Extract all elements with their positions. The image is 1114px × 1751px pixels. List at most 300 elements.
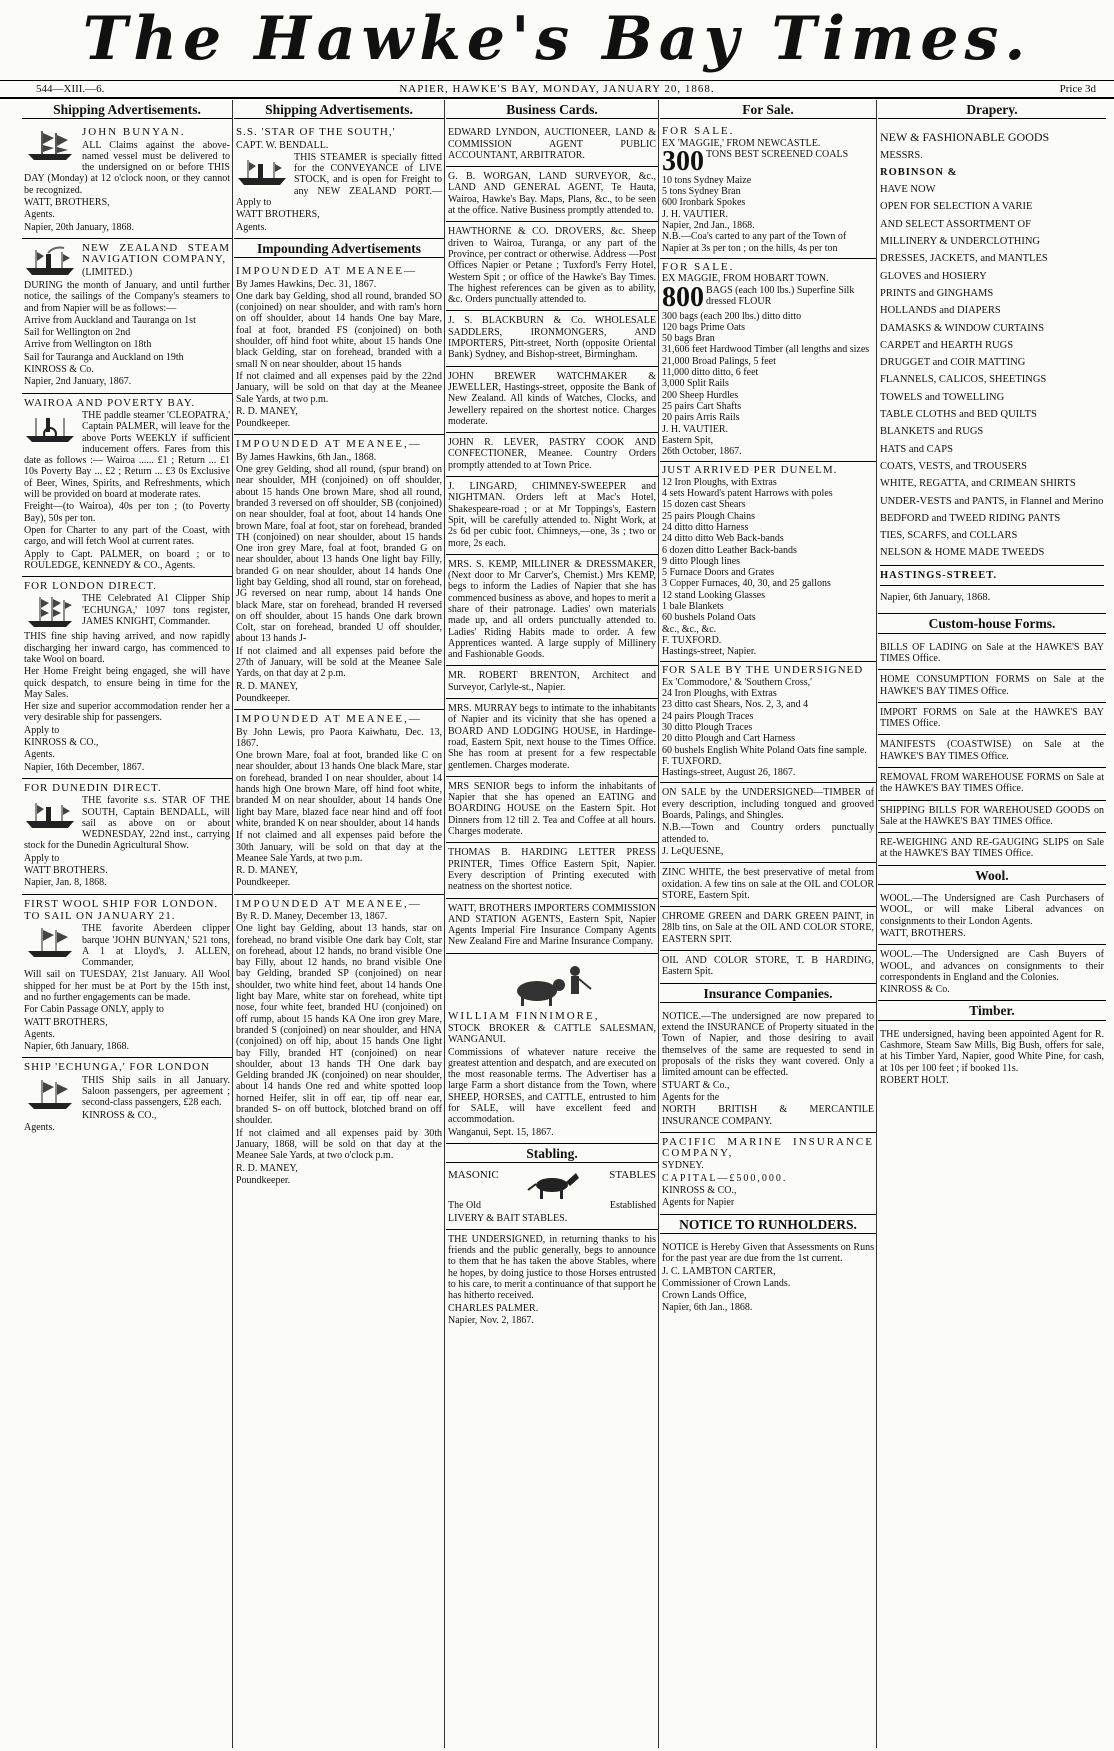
ad-body: Her size and superior accommodation render her a very desirable ship for passengers. <box>24 701 230 724</box>
drapery-item: NELSON & HOME MADE TWEEDS <box>880 547 1045 559</box>
ad-signature: J. H. VAUTIER. <box>662 208 729 220</box>
ad-body: THIS Ship sails in all January. Saloon passengers, per agreement ; second-class passengers, £28 each. <box>82 1074 230 1109</box>
impound-notice <box>234 262 444 435</box>
ad-dunelm <box>660 462 876 662</box>
ad-title: IMPOUNDED AT MEANEE,— <box>236 897 422 910</box>
ad-body: Commissions of whatever nature receive the greatest attention and despatch, and are executed on the most reasonable terms. The Advertiser has a large Farm a short distance from the Town, where SHEEP, HORSES, and CATTLE, entrusted to him for SALE, will have excellent feed and accommodation. <box>448 1046 656 1126</box>
ad-line: 12 Iron Ploughs, with Extras <box>662 476 777 488</box>
ad-customs-form <box>878 833 1106 866</box>
business-card <box>446 666 658 699</box>
ad-date: 26th October, 1867. <box>662 446 742 458</box>
section-header: Timber. <box>878 1001 1106 1020</box>
business-card <box>446 555 658 667</box>
ad-line: Arrive from Wellington on 18th <box>24 339 152 351</box>
section-header: Impounding Advertisements <box>234 239 444 258</box>
ad-street: HASTINGS-STREET. <box>880 565 1104 586</box>
ad-note: N.B.—Coa's carted to any part of the Town of Napier at 3s per ton ; on the hills, 4s per ton <box>662 231 847 254</box>
ad-subtitle: LIVERY & BAIT STABLES. <box>448 1212 568 1224</box>
business-card <box>446 433 658 477</box>
business-card <box>446 477 658 555</box>
ad-body: THIS STEAMER is specially fitted for the CONVEYANCE of LIVE STOCK, and is open for Freight to any NEW ZEALAND PORT.—Apply to <box>236 151 442 209</box>
ad-line: 5 tons Sydney Bran <box>662 186 741 198</box>
ad-line: 3 Copper Furnaces, 40, 30, and 25 gallons <box>662 578 831 590</box>
ad-line: 10 tons Sydney Maize <box>662 174 752 186</box>
ad-place: Hastings-street, Napier. <box>662 646 757 658</box>
ad-title: JUST ARRIVED PER DUNELM. <box>662 464 838 477</box>
ad-line: 21,000 Broad Palings, 5 feet <box>662 355 776 367</box>
ship-icon <box>24 1077 76 1111</box>
steamship-icon <box>24 244 76 278</box>
ad-body: SHIPPING BILLS FOR WAREHOUSED GOODS on Sale at the HAWKE'S BAY TIMES Office. <box>880 804 1104 827</box>
ad-oil-color-store <box>660 951 876 984</box>
ad-date: Napier, 6th Jan., 1868. <box>662 1302 753 1314</box>
ad-body: HOME CONSUMPTION FORMS on Sale at the HAWKE'S BAY TIMES Office. <box>880 674 1104 697</box>
ad-place: Crown Lands Office, <box>662 1290 747 1302</box>
ad-body: ON SALE by the UNDERSIGNED—TIMBER of every description, including tongued and grooved Boards, Palings, and Shingles. <box>662 787 874 822</box>
stables-left-text: The Old <box>448 1200 482 1212</box>
ad-chrome-green <box>660 907 876 951</box>
ad-flour-for-sale <box>660 259 876 462</box>
ad-signature: KINROSS & Co. <box>880 984 950 996</box>
card-text: MRS. MURRAY begs to intimate to the inhabitants of Napier and its vicinity that she has opened a BOARD AND LODGING HOUSE, in Hardinge-road, Eastern Spit, next house to the Times Office. She has room at present for a few respectable gentlemen. Charges moderate. <box>448 703 656 771</box>
ad-body: ALL Claims against the above-named vessel must be delivered to the undersigned on or before THIS DAY (Monday) at 12 o'clock noon, or they cannot be recognized. <box>24 139 230 196</box>
column-shipping <box>22 100 232 1748</box>
ad-subtitle: TO SAIL ON JANUARY 21. <box>24 909 176 922</box>
ad-title: NEW ZEALAND STEAM NAVIGATION COMPANY, <box>82 241 230 266</box>
card-text: MR. ROBERT BRENTON, Architect and Surveyor, Carlyle-st., Napier. <box>448 670 656 693</box>
drapery-item: TIES, SCARFS, and COLLARS <box>880 530 1018 542</box>
ad-body: For Cabin Passage ONLY, apply to <box>24 1004 164 1016</box>
ad-by: By R. D. Maney, December 13, 1867. <box>236 911 388 922</box>
ad-body: If not claimed and all expenses paid by 30th January, 1868, will be sold on that day at the Meanee Sale Yards, at two o'clock p.m. <box>236 1127 442 1162</box>
ad-body: Her Home Freight being engaged, she will have quick despatch, to ensure being in time for the May Sales. <box>24 666 230 700</box>
clipper-ship-icon <box>24 595 76 629</box>
ad-body: REMOVAL FROM WAREHOUSE FORMS on Sale at the HAWKE'S BAY TIMES Office. <box>880 771 1104 795</box>
ad-customs-form <box>878 801 1106 834</box>
ad-first-wool-ship <box>22 895 232 1059</box>
ad-role: Commissioner of Crown Lands. <box>662 1277 791 1289</box>
ad-line: 120 bags Prime Oats <box>662 321 746 333</box>
ad-date: Wanganui, Sept. 15, 1867. <box>448 1126 554 1138</box>
ad-line: 12 stand Looking Glasses <box>662 589 766 601</box>
ad-insurance-notice <box>660 1007 876 1133</box>
ad-subtitle: CAPT. W. BENDALL. <box>236 139 329 151</box>
ad-customs-form <box>878 703 1106 736</box>
ad-title: IMPOUNDED AT MEANEE,— <box>236 438 422 451</box>
ad-title: PACIFIC MARINE INSURANCE COMPANY, <box>662 1135 874 1160</box>
ad-title: IMPOUNDED AT MEANEE,— <box>236 713 422 726</box>
ad-line: 24 ditto ditto Harness <box>662 521 749 533</box>
ad-apply: Apply to <box>24 852 60 864</box>
ad-echunga <box>22 1058 232 1138</box>
card-text: JOHN R. LEVER, PASTRY COOK AND CONFECTIONER, Meanee. Country Orders promptly attended to at Town Price. <box>448 437 656 471</box>
ad-line: 15 dozen cast Shears <box>662 499 746 511</box>
card-text: WATT, BROTHERS IMPORTERS COMMISSION AND STATION AGENTS, Eastern Spit, Napier Agents Imperial Fire Insurance Company Agents New Zealand Fire and Marine Insurance Company. <box>448 902 656 948</box>
ad-body: NOTICE is Hereby Given that Assessments on Runs for the past year are due from the 1st current. <box>662 1241 874 1265</box>
stables-right-text: STABLES <box>609 1169 656 1182</box>
ad-coals-for-sale <box>660 123 876 259</box>
ad-signature: WATT BROTHERS, <box>236 209 320 221</box>
ad-wool-kinross <box>878 945 1106 1001</box>
ad-title: FOR LONDON DIRECT. <box>24 580 157 593</box>
ad-body: MANIFESTS (COASTWISE) on Sale at the HAWKE'S BAY TIMES Office. <box>880 739 1104 762</box>
ad-title: FOR SALE BY THE UNDERSIGNED <box>662 664 864 677</box>
ad-freight: Freight—(to Wairoa), 40s per ton ; (to Poverty Bay), 50s per ton. <box>24 501 230 524</box>
ad-title: S.S. 'STAR OF THE SOUTH,' <box>236 126 396 139</box>
drapery-item: TABLE CLOTHS and BED QUILTS <box>880 409 1037 421</box>
ad-by: By James Hawkins, Dec. 31, 1867. <box>236 278 377 290</box>
drapery-item: GLOVES and HOSIERY <box>880 270 987 282</box>
ad-subtitle: STOCK BROKER & CATTLE SALESMAN, WANGANUI. <box>448 1023 656 1046</box>
ad-star-of-the-south <box>234 123 444 239</box>
ad-wool-watt <box>878 889 1106 945</box>
ad-tuxford-sale <box>660 662 876 783</box>
ad-line: 24 Iron Ploughs, with Extras <box>662 688 777 700</box>
column-rule <box>232 100 233 1748</box>
drapery-item: FLANNELS, CALICOS, SHEETINGS <box>880 374 1047 386</box>
drapery-item: DAMASKS & WINDOW CURTAINS <box>880 322 1045 334</box>
card-text: J. S. BLACKBURN & Co. WHOLESALE SADDLERS, IRONMONGERS, AND IMPORTERS, Pitt-street, North (opposite Oriental Bank) Sydney, and Bishop-street, Birmingham. <box>448 315 656 361</box>
ad-customs-form <box>878 638 1106 671</box>
card-text: THOMAS B. HARDING LETTER PRESS PRINTER, Times Office Eastern Spit, Napier. Every description of Printing executed with neatness on the shortest notice. <box>448 847 656 893</box>
ad-date: Napier, 6th January, 1868. <box>880 592 991 604</box>
ad-place: Eastern Spit, <box>662 434 714 446</box>
ad-date: Napier, 20th January, 1868. <box>24 221 135 233</box>
ad-line: 1 bale Blankets <box>662 600 724 612</box>
horse-icon <box>526 1170 582 1200</box>
ad-signature: KINROSS & CO., <box>24 737 99 749</box>
ad-body: TONS BEST SCREENED COALS <box>706 148 849 160</box>
ad-line: 4 sets Howard's patent Harrows with poles <box>662 488 833 500</box>
ad-body: RE-WEIGHING AND RE-GAUGING SLIPS on Sale at the HAWKE'S BAY TIMES Office. <box>880 837 1104 860</box>
ad-body: THE favorite s.s. STAR OF THE SOUTH, Captain BENDALL, will sail as above on or about WEDNESDAY, 22nd inst., carrying stock for the Dunedin Agricultural Show. <box>24 795 230 852</box>
ad-signature: F. TUXFORD. <box>662 634 722 646</box>
ad-palmer <box>446 1230 658 1331</box>
ad-customs-form <box>878 768 1106 801</box>
ad-line: 50 bags Bran <box>662 333 715 345</box>
ad-line: 31,606 feet Hardwood Timber (all lengths and sizes <box>662 344 870 356</box>
stables-right-text: Established <box>609 1200 656 1212</box>
ad-title: FOR SALE. <box>662 260 735 273</box>
ad-title: SHIP 'ECHUNGA,' FOR LONDON <box>24 1061 211 1074</box>
ad-line: &c., &c., &c. <box>662 623 717 635</box>
ad-subtitle: (LIMITED.) <box>82 266 133 278</box>
ad-body: WOOL.—The Undersigned are Cash Purchasers of WOOL, or will make Liberal advances on consignments to their London Agents. <box>880 893 1104 927</box>
ad-firm: ROBINSON & <box>880 166 958 178</box>
ad-title: WILLIAM FINNIMORE, <box>448 1009 600 1022</box>
business-card <box>446 367 658 433</box>
ad-body: BILLS OF LADING on Sale at the HAWKE'S BAY TIMES Office. <box>880 641 1104 664</box>
ad-dunedin-direct <box>22 779 232 895</box>
business-card <box>446 777 658 843</box>
steamship-icon <box>236 154 288 188</box>
card-text: HAWTHORNE & CO. DROVERS, &c. Sheep driven to Wairoa, Turanga, or any part of the Province, per contract or otherwise. Address —Post Offices Napier or Petane ; Tuxford's Ferry Hotel, Western Spit ; or office of the Hawke's Bay Times. The highest references can be given as to ability, &c. Orders punctually attended to. <box>448 226 656 306</box>
ad-role: Poundkeeper. <box>236 692 291 704</box>
card-text: MRS. S. KEMP, MILLINER & DRESSMAKER, (Next door to Mr Carver's, Chemist.) Mrs KEMP, begs to inform the Ladies of Napier that she has commenced business as above, and hopes to merit a share of their patronage. Ladies' own materials made up, and all orders punctually attended to. Ladies' Riding Habits made to order. A few Apprentices wanted. A large supply of Millinery and Fashionable Goods. <box>448 558 656 661</box>
ad-signature: WATT BROTHERS, <box>24 1016 108 1028</box>
ad-role: Agents. <box>24 749 55 761</box>
ad-timber-holt <box>878 1025 1106 1091</box>
ad-role: Poundkeeper. <box>236 418 291 430</box>
section-header: Stabling. <box>446 1144 658 1163</box>
issue-number: 544—XIII.—6. <box>36 83 105 95</box>
column-rule <box>444 100 445 1748</box>
ad-subtitle: EX 'MAGGIE,' FROM NEWCASTLE. <box>662 137 821 149</box>
ad-title: IMPOUNDED AT MEANEE— <box>236 265 417 278</box>
ad-line: 25 pairs Plough Chains <box>662 510 756 522</box>
ad-body: NOTICE.—The undersigned are now prepared to extend the INSURANCE of Property situated in the Town of Napier, and those desiring to avail themselves of the same are requested to send in proposals of the risks they want covered. Only a limited amount can be effected. <box>662 1010 874 1079</box>
impound-notice <box>234 435 444 710</box>
ad-body: One dark bay Gelding, shod all round, branded SO (conjoined) on near shoulder, and with ram's horn on off shoulder, about 14 hands One bay Mare, foal at foot, branded FS (conjoined) on both shoulder, off hind foot white, about 15 hands One black Gelding, star on forehead, branded with a small N on near shoulder, about 15 hands <box>236 290 442 370</box>
ad-zinc-white <box>660 863 876 907</box>
ad-masonic-stables <box>446 1167 658 1230</box>
drapery-item: DRESSES, JACKETS, and MANTLES <box>880 253 1048 265</box>
drapery-item: HATS and CAPS <box>880 443 953 455</box>
card-text: G. B. WORGAN, LAND SURVEYOR, &c., LAND AND GENERAL AGENT, Te Hauta, Wairoa, Hawke's Bay. Maps, Plans, &c., to be seen at the office. Native Business promptly attended to. <box>448 171 656 217</box>
ad-body: OIL AND COLOR STORE, T. B HARDING, Eastern Spit. <box>662 955 874 978</box>
masthead <box>0 0 1114 78</box>
barque-icon <box>24 925 76 959</box>
ad-title: JOHN BUNYAN. <box>82 126 186 139</box>
ad-body: ZINC WHITE, the best preservative of metal from oxidation. A few tins on sale at the OIL and COLOR STORE, Eastern Spit. <box>662 867 874 901</box>
ad-signature: KINROSS & CO., <box>82 1109 157 1121</box>
ad-open: OPEN FOR SELECTION A VARIE <box>880 201 1033 213</box>
business-card <box>446 899 658 954</box>
ad-company: NORTH BRITISH & MERCANTILE INSURANCE COMPANY. <box>662 1104 874 1127</box>
ad-charter: Open for Charter to any part of the Coast, with cargo, and will fetch Wool at current rates. <box>24 524 230 548</box>
ad-subtitle: SYDNEY. <box>662 1160 704 1172</box>
ad-signature: KINROSS & Co. <box>24 364 94 376</box>
ad-title: NEW & FASHIONABLE GOODS <box>880 130 1050 145</box>
ad-body: THE undersigned, having been appointed Agent for R. Cashmore, Steam Saw Mills, Big Bush, offers for sale, at his Timber Yard, Napier, good White Pine, for cash, at 10s per 100 feet ; if booked 11s. <box>880 1028 1104 1074</box>
ad-assort: AND SELECT ASSORTMENT OF <box>880 218 1031 230</box>
cattle-salesman-illustration-icon <box>507 961 597 1007</box>
ad-body: Will sail on TUESDAY, 21st January. All Wool shipped for her must be at Port by the 15th inst, and no further engagements can be made. <box>24 969 230 1003</box>
section-header: Shipping Advertisements. <box>22 100 232 119</box>
ad-signature: ROBERT HOLT. <box>880 1074 949 1086</box>
ad-title: WAIROA AND POVERTY BAY. <box>24 396 196 409</box>
ad-signature: CHARLES PALMER. <box>448 1302 539 1314</box>
ad-body: If not claimed and all expenses paid before the 30th January, will be sold on that day at the Meanee Sale Yards, at two p.m. <box>236 830 442 864</box>
ad-wairoa <box>22 394 232 577</box>
column-business-cards <box>446 100 658 1748</box>
section-header: Drapery. <box>878 100 1106 119</box>
section-header: Business Cards. <box>446 100 658 119</box>
drapery-item: PRINTS and GINGHAMS <box>880 287 994 299</box>
ad-body: CHROME GREEN and DARK GREEN PAINT, in 28lb tins, on Sale at the OIL AND COLOR STORE, EASTERN SPIT. <box>662 911 874 945</box>
column-for-sale <box>660 100 876 1748</box>
ad-signature: F. TUXFORD. <box>662 755 722 767</box>
column-rule <box>876 100 877 1748</box>
ad-date: Napier, 6th January, 1868. <box>24 1041 130 1053</box>
ad-role: Agents. <box>24 1028 55 1040</box>
card-text: EDWARD LYNDON, AUCTIONEER, LAND & COMMISSION AGENT PUBLIC ACCOUNTANT, ARBITRATOR. <box>448 127 656 161</box>
ad-body: IMPORT FORMS on Sale at the HAWKE'S BAY TIMES Office. <box>880 706 1104 730</box>
drapery-item: BLANKETS and RUGS <box>880 426 984 438</box>
ad-role: Agents for Napier <box>662 1197 735 1209</box>
ad-role: Agents. <box>24 209 55 221</box>
ad-signature: R. D. MANEY, <box>236 680 298 692</box>
impound-notice <box>234 710 444 894</box>
section-header: Custom-house Forms. <box>878 614 1106 633</box>
ad-line: 25 pairs Cart Shafts <box>662 400 742 412</box>
ad-signature: J. H. VAUTIER. <box>662 423 729 435</box>
ad-body: BAGS (each 100 lbs.) Superfine Silk dressed FLOUR <box>706 284 855 307</box>
ad-signature: J. LeQUESNE, <box>662 845 724 857</box>
ad-signature: KINROSS & CO., <box>662 1185 737 1197</box>
ad-robinson-drapery <box>878 123 1106 614</box>
ad-line: 60 bushels Poland Oats <box>662 612 756 624</box>
column-drapery <box>878 100 1106 1748</box>
ad-body: One light bay Gelding, about 13 hands, star on forehead, no brand visible One dark bay Colt, star on forehead, about 12 hands, no brand visible One bay Filly, about 12 hands, no brand visible One bay Gelding, branded SP (conjoined) on near shoulder, two white hind feet, about 14 hands One light bay Mare, white star on forehead, white tipt nose, four white feet, branded HU (conjoined) on off rump, about 15 hands KA One iron grey Mare, branded S (conjoined) on near shoulder, and HNA (conjoined) on off hip, about 15 hands One light bay Filly, branded HT (conjoined) on near shoulder, about 13 hands TH One dark bay Gelding branded JK (conjoined) on near shoulder, about 14 hands One red and white spotted loop horned Heifer, slit in off ear, tip off near ear, branded S- on off buttock, blotched brand on off shoulder. <box>236 923 442 1127</box>
drapery-item: MILLINERY & UNDERCLOTHING <box>880 236 1041 248</box>
ship-icon <box>24 128 76 162</box>
ad-body: One brown Mare, foal at foot, branded like C on near shoulder, about 13 hands One black Mare, star on forehead, branded I on near shoulder, about 14 hands high One brown Mare, off hind foot white, branded M on near shoulder, about 14 hands One light bay Mare, blazed face near hind and off foot white, branded K on near shoulder, about 14 hands <box>236 750 442 829</box>
section-header: Insurance Companies. <box>660 984 876 1003</box>
ad-body: If not claimed and all expenses paid by the 22nd January, will be sold on that day at the Meanee Sale Yards, at two p.m. <box>236 370 442 405</box>
ad-date: Napier, 2nd Jan., 1868. <box>662 220 755 232</box>
drapery-item: DRUGGET and COIR MATTING <box>880 357 1026 369</box>
business-card <box>446 222 658 311</box>
ad-line: 20 ditto Plough and Cart Harness <box>662 733 796 745</box>
ad-role: Agents. <box>24 1121 55 1133</box>
ad-line: 3,000 Split Rails <box>662 378 729 390</box>
ad-date: Napier, Nov. 2, 1867. <box>448 1314 534 1326</box>
section-header: Shipping Advertisements. <box>234 100 444 119</box>
ad-by: By John Lewis, pro Paora Kaiwhatu, Dec. 13, 1867. <box>236 726 442 749</box>
ad-london-direct <box>22 577 232 779</box>
ad-signature: J. C. LAMBTON CARTER, <box>662 1265 776 1277</box>
ad-body: THE UNDERSIGNED, in returning thanks to his friends and the public generally, begs to announce to them that he has taken the above Stables, where he hopes, by doing justice to those Horses entrusted to his care, to merit a continuance of that support he has hitherto received. <box>448 1233 656 1302</box>
ad-runholders <box>660 1238 876 1319</box>
dateline: NAPIER, HAWKE'S BAY, MONDAY, JANUARY 20, 1868. <box>399 83 715 95</box>
ad-pacific-marine <box>660 1133 876 1215</box>
price: Price 3d <box>1059 83 1096 95</box>
ad-date: Napier, Jan. 8, 1868. <box>24 877 107 889</box>
ad-line: 24 pairs Plough Traces <box>662 710 754 722</box>
section-header: For Sale. <box>660 100 876 119</box>
paddle-steamer-icon <box>24 412 76 446</box>
ad-line: 30 ditto Plough Traces <box>662 721 753 733</box>
ad-apply: Apply to Capt. PALMER, on board ; or to ROULEDGE, KENNEDY & CO., Agents. <box>24 548 230 571</box>
ad-line: 9 ditto Plough lines <box>662 555 741 567</box>
ad-capital: CAPITAL—£500,000. <box>662 1172 788 1184</box>
ad-apply: Apply to <box>24 724 60 736</box>
ad-line: 60 bushels English White Poland Oats fine sample. <box>662 744 867 756</box>
drapery-item: HOLLANDS and DIAPERS <box>880 305 1001 317</box>
big-quantity: 300 <box>662 145 704 177</box>
ad-date: Hastings-street, August 26, 1867. <box>662 767 796 779</box>
ad-line: Sail for Tauranga and Auckland on 19th <box>24 351 184 363</box>
ad-role: Agents. <box>236 221 267 233</box>
ad-line: 23 ditto cast Shears, Nos. 2, 3, and 4 <box>662 699 809 711</box>
ad-signature: WATT, BROTHERS. <box>880 927 966 939</box>
drapery-item: WHITE, REGATTA, and CRIMEAN SHIRTS <box>880 478 1076 490</box>
ad-note: N.B.—Town and Country orders punctually attended to. <box>662 822 874 845</box>
drapery-item: BEDFORD and TWEED RIDING PANTS <box>880 512 1061 524</box>
ad-signature: WATT BROTHERS. <box>24 865 108 877</box>
drapery-item: TOWELS and TOWELLING <box>880 391 1005 403</box>
ad-signature: R. D. MANEY, <box>236 1162 298 1174</box>
ad-by: By James Hawkins, 6th Jan., 1868. <box>236 451 377 463</box>
card-text: J. LINGARD, CHIMNEY-SWEEPER and NIGHTMAN. Orders left at Mac's Hotel, Shakespeare-road ; or at Mr Toppings's, Eastern Spit, will be carefully attended to. Night Work, at 2s 6d per cubic foot. Chimneys,—one, 3s ; two or more, 2s each. <box>448 481 656 549</box>
section-header: Wool. <box>878 866 1106 885</box>
ad-role: Agents for the <box>662 1091 720 1103</box>
ad-subtitle: Ex 'Commodore,' & 'Southern Cross,' <box>662 676 812 688</box>
ad-line: 600 Ironbark Spokes <box>662 197 746 209</box>
ad-have: HAVE NOW <box>880 184 936 196</box>
drapery-item: UNDER-VESTS and PANTS, in Flannel and Merino <box>880 495 1104 507</box>
dateline-bar <box>0 80 1114 99</box>
ad-signature: R. D. MANEY, <box>236 405 298 417</box>
business-card <box>446 843 658 898</box>
ad-body: THE favorite Aberdeen clipper barque 'JOHN BUNYAN,' 521 tons, A 1 at Lloyd's, J. ALLEN, Commander, <box>82 923 230 969</box>
business-card <box>446 699 658 777</box>
big-quantity: 800 <box>662 281 704 313</box>
ad-subtitle: EX MAGGIE, FROM HOBART TOWN. <box>662 273 829 285</box>
ad-line: 300 bags (each 200 lbs.) ditto ditto <box>662 310 802 322</box>
drapery-item: CARPET and HEARTH RUGS <box>880 339 1014 351</box>
ad-body: DURING the month of January, and until further notice, the sailings of the Company's steamers to and from Napier will be as follows:— <box>24 279 230 314</box>
ad-date: Napier, 16th December, 1867. <box>24 761 145 773</box>
ad-body: THIS fine ship having arrived, and now rapidly discharging her inward cargo, has commenced to take Wool on board. <box>24 631 230 665</box>
stables-subheading <box>448 1200 656 1211</box>
ad-signature: WATT, BROTHERS, <box>24 197 110 209</box>
ad-body: THE paddle steamer 'CLEOPATRA,' Captain PALMER, will leave for the above Ports WEEKLY if sufficient inducement offers. Fares from this date as follows :— Wairoa ...... £1 ; Return ... £1 10s Poverty Bay ... £2 ; Return ... £3 0s Exclusive of Beer, Wines, Spirits, and Refreshments, which will be provided on board at moderate rates. <box>24 409 230 501</box>
ad-messrs: MESSRS. <box>880 149 923 161</box>
ad-line: 11,000 ditto ditto, 6 feet <box>662 367 759 379</box>
section-header: NOTICE TO RUNHOLDERS. <box>660 1215 876 1234</box>
column-impounding <box>234 100 444 1748</box>
ad-title: FIRST WOOL SHIP FOR LONDON. <box>24 897 219 910</box>
business-card <box>446 167 658 222</box>
ad-signature: STUART & Co., <box>662 1079 730 1091</box>
ad-body: WOOL.—The Undersigned are Cash Buyers of WOOL, and advances on consignments to their correspondents in England and the Colonies. <box>880 949 1104 983</box>
ad-nz-steam <box>22 239 232 394</box>
stables-heading <box>448 1170 656 1200</box>
ad-line: 6 dozen ditto Leather Back-bands <box>662 544 797 556</box>
ad-line: 20 pairs Arris Rails <box>662 412 740 424</box>
ad-line: Sail for Wellington on 2nd <box>24 327 131 339</box>
ad-role: Poundkeeper. <box>236 877 291 889</box>
business-card <box>446 123 658 167</box>
ad-signature: R. D. MANEY, <box>236 865 298 877</box>
card-text: JOHN BREWER WATCHMAKER & JEWELLER, Hastings-street, opposite the Bank of New Zealand. All kinds of Watches, Clocks, and Jewellery repaired on the shortest notice. Charges moderate. <box>448 370 656 427</box>
newspaper-title: The Hawke's Bay Times. <box>82 4 1032 74</box>
ad-customs-form <box>878 735 1106 768</box>
ad-body: THE Celebrated A1 Clipper Ship 'ECHUNGA,' 1097 tons register, JAMES KNIGHT, Commander. <box>82 593 230 627</box>
impound-notice <box>234 895 444 1191</box>
ad-date: Napier, 2nd January, 1867. <box>24 376 132 388</box>
column-rule <box>658 100 659 1748</box>
ad-title: FOR DUNEDIN DIRECT. <box>24 781 162 794</box>
ad-customs-form <box>878 670 1106 703</box>
ad-timber-lequesne <box>660 783 876 863</box>
ad-finnimore <box>446 954 658 1144</box>
stables-left-text: MASONIC <box>448 1169 499 1182</box>
card-text: MRS SENIOR begs to inform the inhabitants of Napier that she has opened an EATING and BOARDING HOUSE on the Eastern Spit. Hot Dinners from 12 till 2. Tea and Coffee at all hours. Charges moderate. <box>448 780 656 838</box>
ad-line: Arrive from Auckland and Tauranga on 1st <box>24 314 196 326</box>
ad-body: If not claimed and all expenses paid before the 27th of January, will be sold at the Meanee Sale Yards, on that day at 2 p.m. <box>236 645 442 680</box>
drapery-item: COATS, VESTS, and TROUSERS <box>880 460 1027 472</box>
steamship-icon <box>24 797 76 831</box>
ad-line: 5 Furnace Doors and Grates <box>662 567 775 579</box>
ad-body: One grey Gelding, shod all round, (spur brand) on near shoulder, MH (conjoined) on off shoulder, about 15 hands One brown Mare, shod all round, branded 3 reversed on off shoulder, SB (conjoined) on near shoulder, foal at foot, about 14 hands One brown Mare, foal at foot, star on forehead, branded TH (conjoined) on near shoulder, about 15 hands One iron grey Mare, foal at foot, branded G on near shoulder, about 13 hands One light bay Filly, branded G on near shoulder, about 14 hands One light bay Gelding, shod all round, star on forehead, JG reversed on near rump, about 14 hands One black Mare, star on forehead, branded H reversed on off shoulder, about 15 hands One dark brown Colt, star on forehead, branded U off shoulder, about 13 hands J- <box>236 464 442 645</box>
ad-john-bunyan <box>22 123 232 239</box>
ad-role: Poundkeeper. <box>236 1174 291 1186</box>
ad-line: 24 ditto ditto Web Back-bands <box>662 533 784 545</box>
business-card <box>446 311 658 366</box>
